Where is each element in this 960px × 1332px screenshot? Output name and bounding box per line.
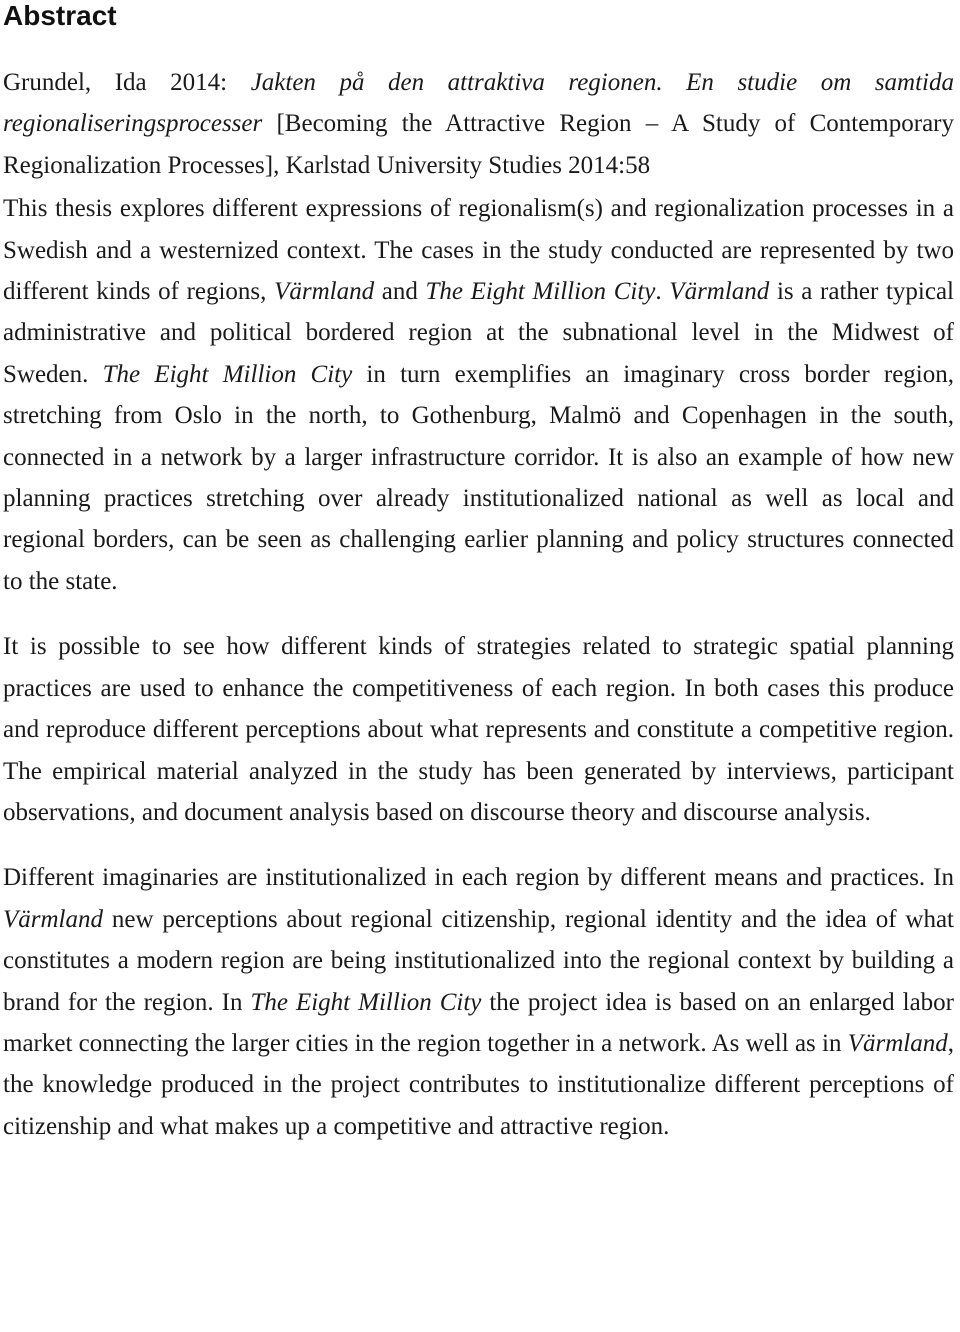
abstract-paragraph-2: It is possible to see how different kinds of strategies related to strategic spatial planning practices are used to enhance the competitiveness of each region. In both cases this produce and reproduce different perceptions about what represents and constitute a competitive region. The empirical material analyzed in the study has been generated by interviews, participant observations, and document analysis based on discourse theory and discourse analysis.	[3, 633, 954, 826]
p1-text-2: and	[374, 278, 426, 306]
abstract-paragraph-3	[3, 857, 954, 1147]
p3-region-varmland: Värmland	[3, 905, 103, 933]
p1-text-5: in turn exemplifies an imaginary cross border region, stretching from Oslo in the north, to Gothenburg, Malmö and Copenhagen in the south, connected in a network by a larger infrastructure corridor. It is also an example of how new planning practices stretching over already institutionalized national as well as local and regional borders, can be seen as challenging earlier planning and policy structures connected to the state.	[3, 360, 954, 595]
p3-text-4: , the knowledge produced in the project contributes to institutionalize different perceptions of citizenship and what makes up a competitive and attractive region.	[3, 1029, 954, 1140]
p1-region-varmland-2: Värmland	[669, 278, 770, 306]
citation-title: Jakten på den attraktiva regionen. En studie om samtida regionaliseringsprocesser	[3, 69, 954, 138]
p1-region-eight-million-city: The Eight Million City	[425, 278, 656, 306]
p3-text-2: new perceptions about regional citizenship, regional identity and the idea of what constitutes a modern region are being institutionalized into the regional context by building a brand for the region. In	[3, 905, 954, 1016]
p3-text-1: Different imaginaries are institutionalized in each region by different means and practices. In	[3, 864, 954, 892]
p1-region-varmland: Värmland	[274, 278, 375, 306]
p1-text-4: is a rather typical administrative and political bordered region at the subnational level in the Midwest of Sweden.	[3, 278, 954, 388]
citation-details: [Becoming the Attractive Region – A Study of Contemporary Regionalization Processes], Karlstad University Studies 2014:58	[3, 110, 954, 179]
p3-text-3: the project idea is based on an enlarged labor market connecting the larger cities in the region together in a network. As well as in	[3, 988, 954, 1057]
p1-text-3: .	[655, 278, 670, 306]
citation-paragraph	[3, 62, 954, 186]
citation-author-year: Grundel, Ida 2014:	[3, 69, 251, 96]
p1-region-eight-million-city-2: The Eight Million City	[102, 360, 353, 388]
abstract-paragraph-1	[3, 188, 954, 602]
p3-region-varmland-2: Värmland	[847, 1029, 948, 1057]
abstract-heading: Abstract	[3, 0, 117, 31]
abstract-page	[3, 0, 954, 1147]
p3-region-eight-million-city: The Eight Million City	[250, 988, 482, 1016]
p1-text-1: This thesis explores different expressions of regionalism(s) and regionalization processes in a Swedish and a westernized context. The cases in the study conducted are represented by two different kinds of regions,	[3, 195, 954, 306]
